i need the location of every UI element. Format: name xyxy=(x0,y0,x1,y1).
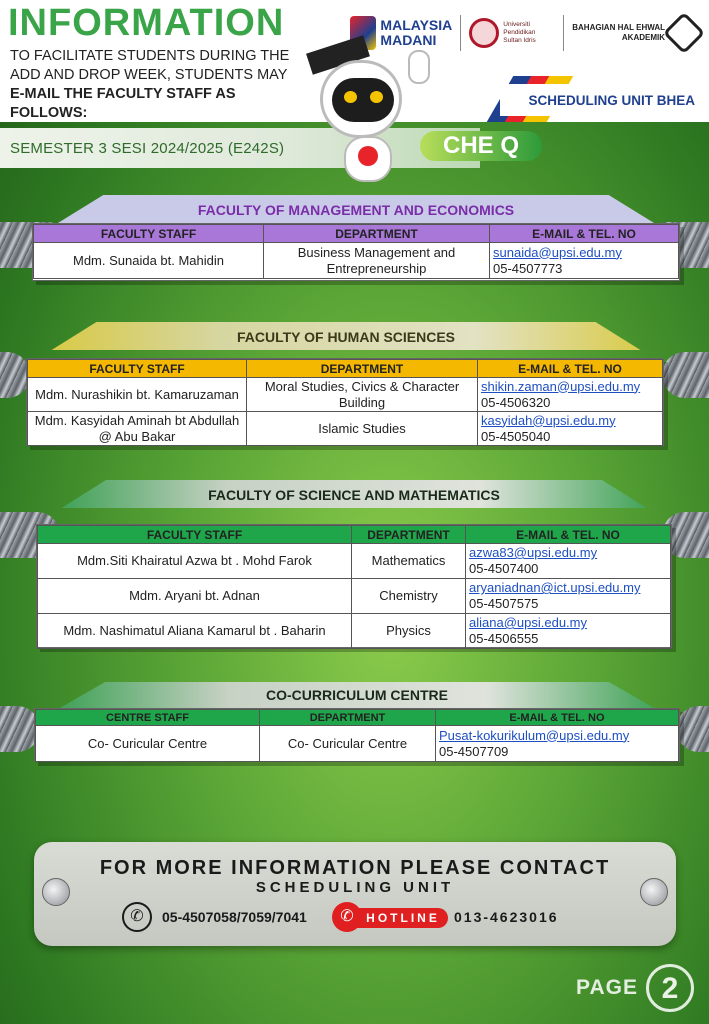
logo-divider xyxy=(563,15,564,51)
email-link[interactable]: kasyidah@upsi.edu.my xyxy=(481,412,616,428)
section-science-mathematics xyxy=(36,480,672,660)
column-header: FACULTY STAFF xyxy=(28,360,247,378)
page-label: PAGE xyxy=(576,976,638,999)
phone-number: 05-4507575 xyxy=(469,596,539,611)
hotline-label: HOTLINE xyxy=(348,908,448,928)
graduation-cap-icon xyxy=(663,12,705,54)
department: Chemistry xyxy=(352,579,466,614)
column-header: E-MAIL & TEL. NO xyxy=(478,360,663,378)
column-header: FACULTY STAFF xyxy=(34,225,264,243)
table-row xyxy=(38,544,671,579)
email-link[interactable]: azwa83@upsi.edu.my xyxy=(469,545,598,560)
staff-name: Mdm.Siti Khairatul Azwa bt . Mohd Farok xyxy=(38,544,352,579)
staff-table xyxy=(37,525,671,649)
phone-icon: ✆ xyxy=(122,902,152,932)
contact-subtitle: SCHEDULING UNIT xyxy=(255,879,455,896)
page-number: 2 xyxy=(646,964,694,1012)
phone-number: 05-4507773 xyxy=(493,260,563,276)
department: Business Management and Entrepreneurship xyxy=(264,243,490,279)
rope-right xyxy=(676,706,709,752)
department: Mathematics xyxy=(352,544,466,579)
column-header: CENTRE STAFF xyxy=(36,710,260,726)
table-row xyxy=(38,614,671,649)
phone-number: 05-4506555 xyxy=(469,631,539,646)
staff-name: Mdm. Nashimatul Aliana Kamarul bt . Baharin xyxy=(38,614,352,649)
rope-right xyxy=(662,352,709,398)
madani-line-1: MALAYSIA xyxy=(380,17,453,33)
staff-table xyxy=(33,224,679,279)
section-title: FACULTY OF HUMAN SCIENCES xyxy=(236,329,456,345)
robot-mascot-icon xyxy=(300,38,440,188)
intro-line-2: ADD AND DROP WEEK, STUDENTS MAY xyxy=(10,67,288,83)
cheq-badge: CHE Q xyxy=(420,131,542,161)
email-link[interactable]: aryaniadnan@ict.upsi.edu.my xyxy=(469,580,641,595)
column-header: DEPARTMENT xyxy=(264,225,490,243)
column-header: E-MAIL & TEL. NO xyxy=(466,526,671,544)
column-header: DEPARTMENT xyxy=(260,710,436,726)
section-co-curriculum xyxy=(34,682,680,772)
semester-label: SEMESTER 3 SESI 2024/2025 (E242S) xyxy=(10,140,285,157)
contact-box xyxy=(34,842,676,946)
staff-name: Mdm. Aryani bt. Adnan xyxy=(38,579,352,614)
department: Moral Studies, Civics & Character Building xyxy=(247,378,478,412)
section-management-economics xyxy=(32,195,680,287)
department: Physics xyxy=(352,614,466,649)
email-link[interactable]: Pusat-kokurikulum@upsi.edu.my xyxy=(439,727,630,743)
logo-upsi xyxy=(469,18,555,48)
staff-name: Mdm. Kasyidah Aminah bt Abdullah @ Abu Bakar xyxy=(28,412,247,446)
phone-number: 05-4506320 xyxy=(481,394,551,410)
email-link[interactable]: aliana@upsi.edu.my xyxy=(469,615,587,630)
section-human-sciences xyxy=(26,322,666,452)
email-link[interactable]: shikin.zaman@upsi.edu.my xyxy=(481,378,641,394)
madani-line-2: MADANI xyxy=(380,32,437,48)
intro-line-3: E-MAIL THE FACULTY STAFF AS FOLLOWS: xyxy=(10,86,236,121)
table-row xyxy=(28,412,663,446)
staff-table xyxy=(35,709,679,762)
staff-name: Co- Curicular Centre xyxy=(36,726,260,762)
staff-name: Mdm. Nurashikin bt. Kamaruzaman xyxy=(28,378,247,412)
column-header: FACULTY STAFF xyxy=(38,526,352,544)
table-row xyxy=(36,726,679,762)
phone-number: 05-4507400 xyxy=(469,561,539,576)
email-link[interactable]: sunaida@upsi.edu.my xyxy=(493,244,622,260)
phone-numbers[interactable]: 05-4507058/7059/7041 xyxy=(162,909,307,925)
upsi-seal-icon xyxy=(469,18,499,48)
column-header: E-MAIL & TEL. NO xyxy=(490,225,679,243)
akademik-line-1: BAHAGIAN HAL EHWAL xyxy=(572,23,665,32)
table-row xyxy=(28,378,663,412)
page-title: INFORMATION xyxy=(8,2,285,44)
phone-number: 05-4507709 xyxy=(439,743,509,759)
table-row xyxy=(34,243,679,279)
section-title: CO-CURRICULUM CENTRE xyxy=(266,687,448,703)
table-row xyxy=(38,579,671,614)
intro-line-1: TO FACILITATE STUDENTS DURING THE xyxy=(10,48,290,64)
akademik-line-2: AKADEMIK xyxy=(621,33,665,42)
department: Islamic Studies xyxy=(247,412,478,446)
scheduling-unit-label: SCHEDULING UNIT BHEA xyxy=(528,93,695,108)
upsi-name: Universiti Pendidikan Sultan Idris xyxy=(503,21,536,44)
contact-title: FOR MORE INFORMATION PLEASE CONTACT xyxy=(99,857,611,879)
phone-number: 05-4505040 xyxy=(481,428,551,444)
column-header: E-MAIL & TEL. NO xyxy=(436,710,679,726)
column-header: DEPARTMENT xyxy=(247,360,478,378)
logo-akademik xyxy=(572,18,699,48)
section-title: FACULTY OF MANAGEMENT AND ECONOMICS xyxy=(197,202,515,218)
section-title: FACULTY OF SCIENCE AND MATHEMATICS xyxy=(208,487,500,503)
logo-divider xyxy=(460,15,461,51)
hotline-phone-icon: ✆ xyxy=(332,902,362,932)
column-header: DEPARTMENT xyxy=(352,526,466,544)
staff-name: Mdm. Sunaida bt. Mahidin xyxy=(34,243,264,279)
staff-table xyxy=(27,359,663,446)
hotline-number[interactable]: 013-4623016 xyxy=(454,909,559,925)
department: Co- Curicular Centre xyxy=(260,726,436,762)
intro-text xyxy=(10,47,310,123)
